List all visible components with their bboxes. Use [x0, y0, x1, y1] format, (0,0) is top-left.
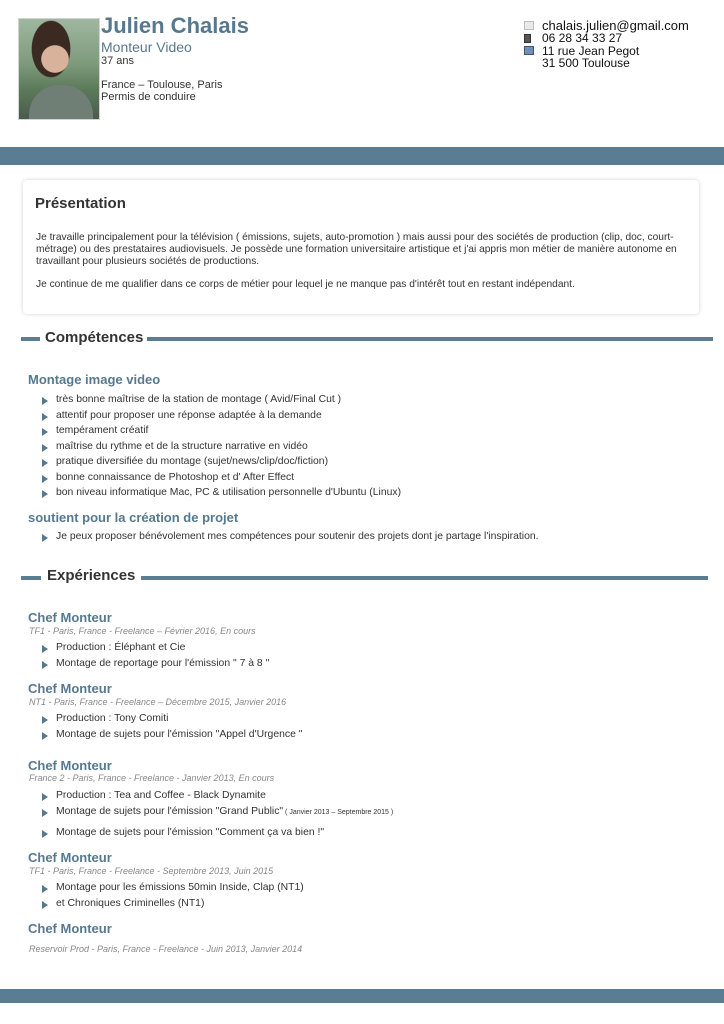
presentation-paragraph-2: Je continue de me qualifier dans ce corps de métier pour lequel je ne manque pas d'intérêt tout en restant indépendant.	[36, 279, 575, 290]
bullet-arrow-icon	[42, 428, 48, 436]
list-item: et Chroniques Criminelles (NT1)	[42, 898, 304, 914]
list-item: pratique diversifiée du montage (sujet/news/clip/doc/fiction)	[42, 456, 401, 472]
list-item: bonne connaissance de Photoshop et d' After Effect	[42, 472, 401, 488]
home-icon	[524, 46, 534, 55]
experiences-heading: Expériences	[47, 567, 136, 584]
footer-band	[0, 989, 724, 1003]
list-item: Production : Tea and Coffee - Black Dynamite	[42, 790, 393, 806]
driving-license: Permis de conduire	[101, 91, 196, 103]
bullet-arrow-icon	[42, 475, 48, 483]
bullet-arrow-icon	[42, 397, 48, 405]
age: 37 ans	[101, 55, 135, 67]
job-tasks-list	[42, 713, 302, 744]
soutien-list	[42, 531, 539, 542]
bullet-arrow-icon	[42, 534, 48, 542]
competences-heading: Compétences	[45, 329, 144, 346]
job-meta: TF1 - Paris, France - Freelance - Septembre 2013, Juin 2015	[29, 866, 274, 876]
list-item: maîtrise du rythme et de la structure narrative en vidéo	[42, 441, 401, 457]
header-band	[0, 147, 724, 165]
bullet-arrow-icon	[42, 901, 48, 909]
montage-heading: Montage image video	[28, 372, 161, 387]
soutien-heading: soutient pour la création de projet	[28, 510, 239, 525]
bullet-arrow-icon	[42, 413, 48, 421]
job-title: Chef Monteur	[28, 921, 112, 936]
bullet-arrow-icon	[42, 809, 48, 817]
section-rule-right	[147, 337, 713, 341]
job-meta: TF1 - Paris, France - Freelance – Février 2016, En cours	[29, 626, 256, 636]
section-rule-left	[21, 337, 40, 341]
job-title: Chef Monteur	[28, 758, 112, 773]
list-item: Production : Éléphant et Cie	[42, 642, 269, 658]
job-title: Chef Monteur	[28, 850, 112, 865]
job-tasks-list	[42, 642, 269, 673]
list-item: Montage pour les émissions 50min Inside, Clap (NT1)	[42, 882, 304, 898]
job-title: Chef Monteur	[28, 681, 112, 696]
list-item: attentif pour proposer une réponse adaptée à la demande	[42, 410, 401, 426]
person-name: Julien Chalais	[101, 13, 249, 38]
section-rule-right	[141, 576, 708, 580]
list-item: Montage de sujets pour l'émission "Grand Public" ( Janvier 2013 – Septembre 2015 )	[42, 806, 393, 827]
phone-icon	[524, 34, 531, 43]
bullet-arrow-icon	[42, 793, 48, 801]
list-item: Montage de reportage pour l'émission " 7 à 8 "	[42, 658, 269, 674]
presentation-title: Présentation	[35, 195, 126, 212]
bullet-arrow-icon	[42, 885, 48, 893]
job-tasks-list	[42, 882, 304, 913]
bullet-arrow-icon	[42, 732, 48, 740]
list-item: tempérament créatif	[42, 425, 401, 441]
job-tasks-list	[42, 790, 393, 842]
email-link[interactable]: chalais.julien@gmail.com	[542, 17, 689, 33]
bullet-arrow-icon	[42, 716, 48, 724]
job-title: Chef Monteur	[28, 610, 112, 625]
job-meta: France 2 - Paris, France - Freelance - Janvier 2013, En cours	[29, 773, 275, 783]
list-item: bon niveau informatique Mac, PC & utilisation personnelle d'Ubuntu (Linux)	[42, 487, 401, 503]
montage-skills-list	[42, 394, 401, 503]
date-note: ( Janvier 2013 – Septembre 2015 )	[283, 808, 394, 816]
list-item: Je peux proposer bénévolement mes compétences pour soutenir des projets dont je partage l'inspiration.	[42, 531, 539, 542]
address-line-2: 31 500 Toulouse	[542, 56, 630, 71]
phone-number: 06 28 34 33 27	[542, 31, 623, 46]
presentation-paragraph-1: Je travaille principalement pour la télévision ( émissions, sujets, auto-promotion ) mais aussi pour des sociétés de production (clip, doc, court-métrage) ou des prestataires audiovisuels. Je possède une formation universitaire artistique et j'ai appris mon métier de manière autonome en travaillant pour plusieurs sociétés de productions.	[36, 232, 677, 267]
list-item: très bonne maîtrise de la station de montage ( Avid/Final Cut )	[42, 394, 401, 410]
job-title: Monteur Video	[101, 39, 192, 55]
bullet-arrow-icon	[42, 830, 48, 838]
bullet-arrow-icon	[42, 645, 48, 653]
bullet-arrow-icon	[42, 490, 48, 498]
list-item: Production : Tony Comiti	[42, 713, 302, 729]
job-meta: NT1 - Paris, France - Freelance – Décembre 2015, Janvier 2016	[29, 697, 287, 707]
bullet-arrow-icon	[42, 661, 48, 669]
address-line-1: 11 rue Jean Pegot	[542, 43, 640, 58]
section-rule-left	[21, 576, 41, 580]
profile-photo	[18, 18, 100, 120]
list-item: Montage de sujets pour l'émission "Appel d'Urgence "	[42, 729, 302, 745]
list-item: Montage de sujets pour l'émission "Comment ça va bien !"	[42, 827, 393, 843]
contact-block	[524, 18, 689, 70]
location: France – Toulouse, Paris	[101, 79, 223, 91]
envelope-icon	[524, 21, 534, 30]
job-meta: Reservoir Prod - Paris, France - Freelance - Juin 2013, Janvier 2014	[29, 944, 303, 954]
bullet-arrow-icon	[42, 444, 48, 452]
bullet-arrow-icon	[42, 459, 48, 467]
